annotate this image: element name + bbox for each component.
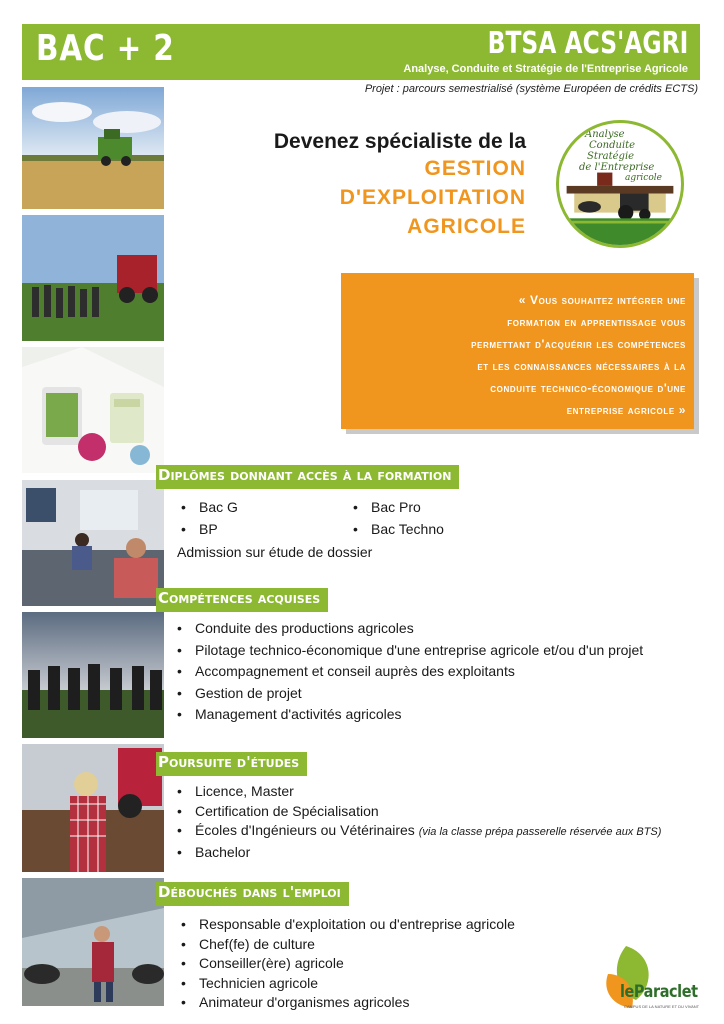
headline: [274, 130, 526, 241]
list-item: • Pilotage technico-économique d'une entreprise agricole et/ou d'un projet: [173, 640, 643, 662]
headline-exploitation: D'EXPLOITATION: [339, 186, 526, 209]
photo-people-field: [22, 612, 164, 738]
photo-classroom: [22, 480, 164, 606]
list-item-note: (via la classe prépa passerelle réservée aux BTS): [418, 826, 662, 838]
paraclet-tagline: CAMPUS DE LA NATURE ET DU VIVANT: [624, 1004, 700, 1009]
level-label: BAC + 2: [36, 28, 175, 69]
photo-student-tractor: [22, 744, 164, 872]
quote-line: et les connaissances nécessaires à la: [477, 359, 686, 373]
poursuite-list: [173, 782, 661, 862]
paraclet-logo: [596, 940, 708, 1014]
quote-box: [341, 273, 694, 429]
section-header-poursuite: Poursuite d'études: [156, 752, 307, 776]
headline-intro: Devenez spécialiste de la: [273, 130, 526, 153]
photo-desk-calculator: [22, 347, 164, 473]
program-subtitle: Analyse, Conduite et Stratégie de l'Entreprise Agricole: [403, 63, 688, 75]
diplomes-list-left: [177, 497, 238, 540]
list-item-text: Écoles d'Ingénieurs ou Vétérinaires: [195, 822, 415, 838]
acs-agri-logo: [556, 120, 684, 248]
paraclet-leaf-icon: [596, 940, 708, 1014]
quote-line: entreprise agricole »: [566, 403, 686, 417]
list-item: • Certification de Spécialisation: [173, 802, 661, 822]
logo-farm-scene-icon: [559, 123, 681, 245]
competences-list: [173, 618, 643, 726]
photo-harvester: [22, 87, 164, 209]
list-item: • Conduite des productions agricoles: [173, 618, 643, 640]
quote-line: formation en apprentissage vous: [507, 315, 686, 329]
headline-agricole: AGRICOLE: [407, 215, 526, 238]
headline-gestion: GESTION: [424, 157, 526, 180]
list-item: [173, 821, 661, 843]
program-title: BTSA ACS'AGRI: [487, 26, 688, 61]
list-item: • Conseiller(ère) agricole: [177, 954, 515, 974]
logo-word-analyse: Analyse: [585, 129, 625, 140]
list-item: • Technicien agricole: [177, 974, 515, 994]
list-item: • Accompagnement et conseil auprès des exploitants: [173, 661, 643, 683]
list-item: • Chef(fe) de culture: [177, 935, 515, 955]
section-header-competences: Compétences acquises: [156, 588, 328, 612]
quote-line: conduite technico-économique d'une: [490, 381, 686, 395]
list-item: • Licence, Master: [173, 782, 661, 802]
quote-line: permettant d'acquérir les compétences: [471, 337, 686, 351]
section-header-debouches: Débouchés dans l'emploi: [156, 882, 349, 906]
list-item: • BP: [177, 519, 238, 541]
list-item: • Bac Pro: [349, 497, 444, 519]
logo-word-strategie: Stratégie: [587, 151, 635, 162]
logo-word-conduite: Conduite: [589, 140, 636, 151]
logo-word-agricole: agricole: [625, 173, 662, 183]
logo-word-entreprise: de l'Entreprise: [579, 162, 655, 173]
admission-note: Admission sur étude de dossier: [177, 544, 373, 560]
quote-line: « Vous souhaitez intégrer une: [518, 293, 686, 307]
list-item: • Bac G: [177, 497, 238, 519]
debouches-list: [177, 915, 515, 1013]
list-item: • Bac Techno: [349, 519, 444, 541]
diplomes-list-right: [349, 497, 444, 540]
projet-note: Projet : parcours semestrialisé (système Européen de crédits ECTS): [364, 83, 698, 95]
list-item: • Responsable d'exploitation ou d'entreprise agricole: [177, 915, 515, 935]
list-item: • Bachelor: [173, 843, 661, 863]
photo-field-group: [22, 215, 164, 341]
list-item: • Animateur d'organismes agricoles: [177, 993, 515, 1013]
list-item: • Management d'activités agricoles: [173, 704, 643, 726]
paraclet-name: leParaclet: [620, 982, 698, 1002]
top-banner: [22, 24, 700, 80]
section-header-diplomes: Diplômes donnant accès à la formation: [156, 465, 459, 489]
list-item: • Gestion de projet: [173, 683, 643, 705]
photo-dairy-barn: [22, 878, 164, 1006]
